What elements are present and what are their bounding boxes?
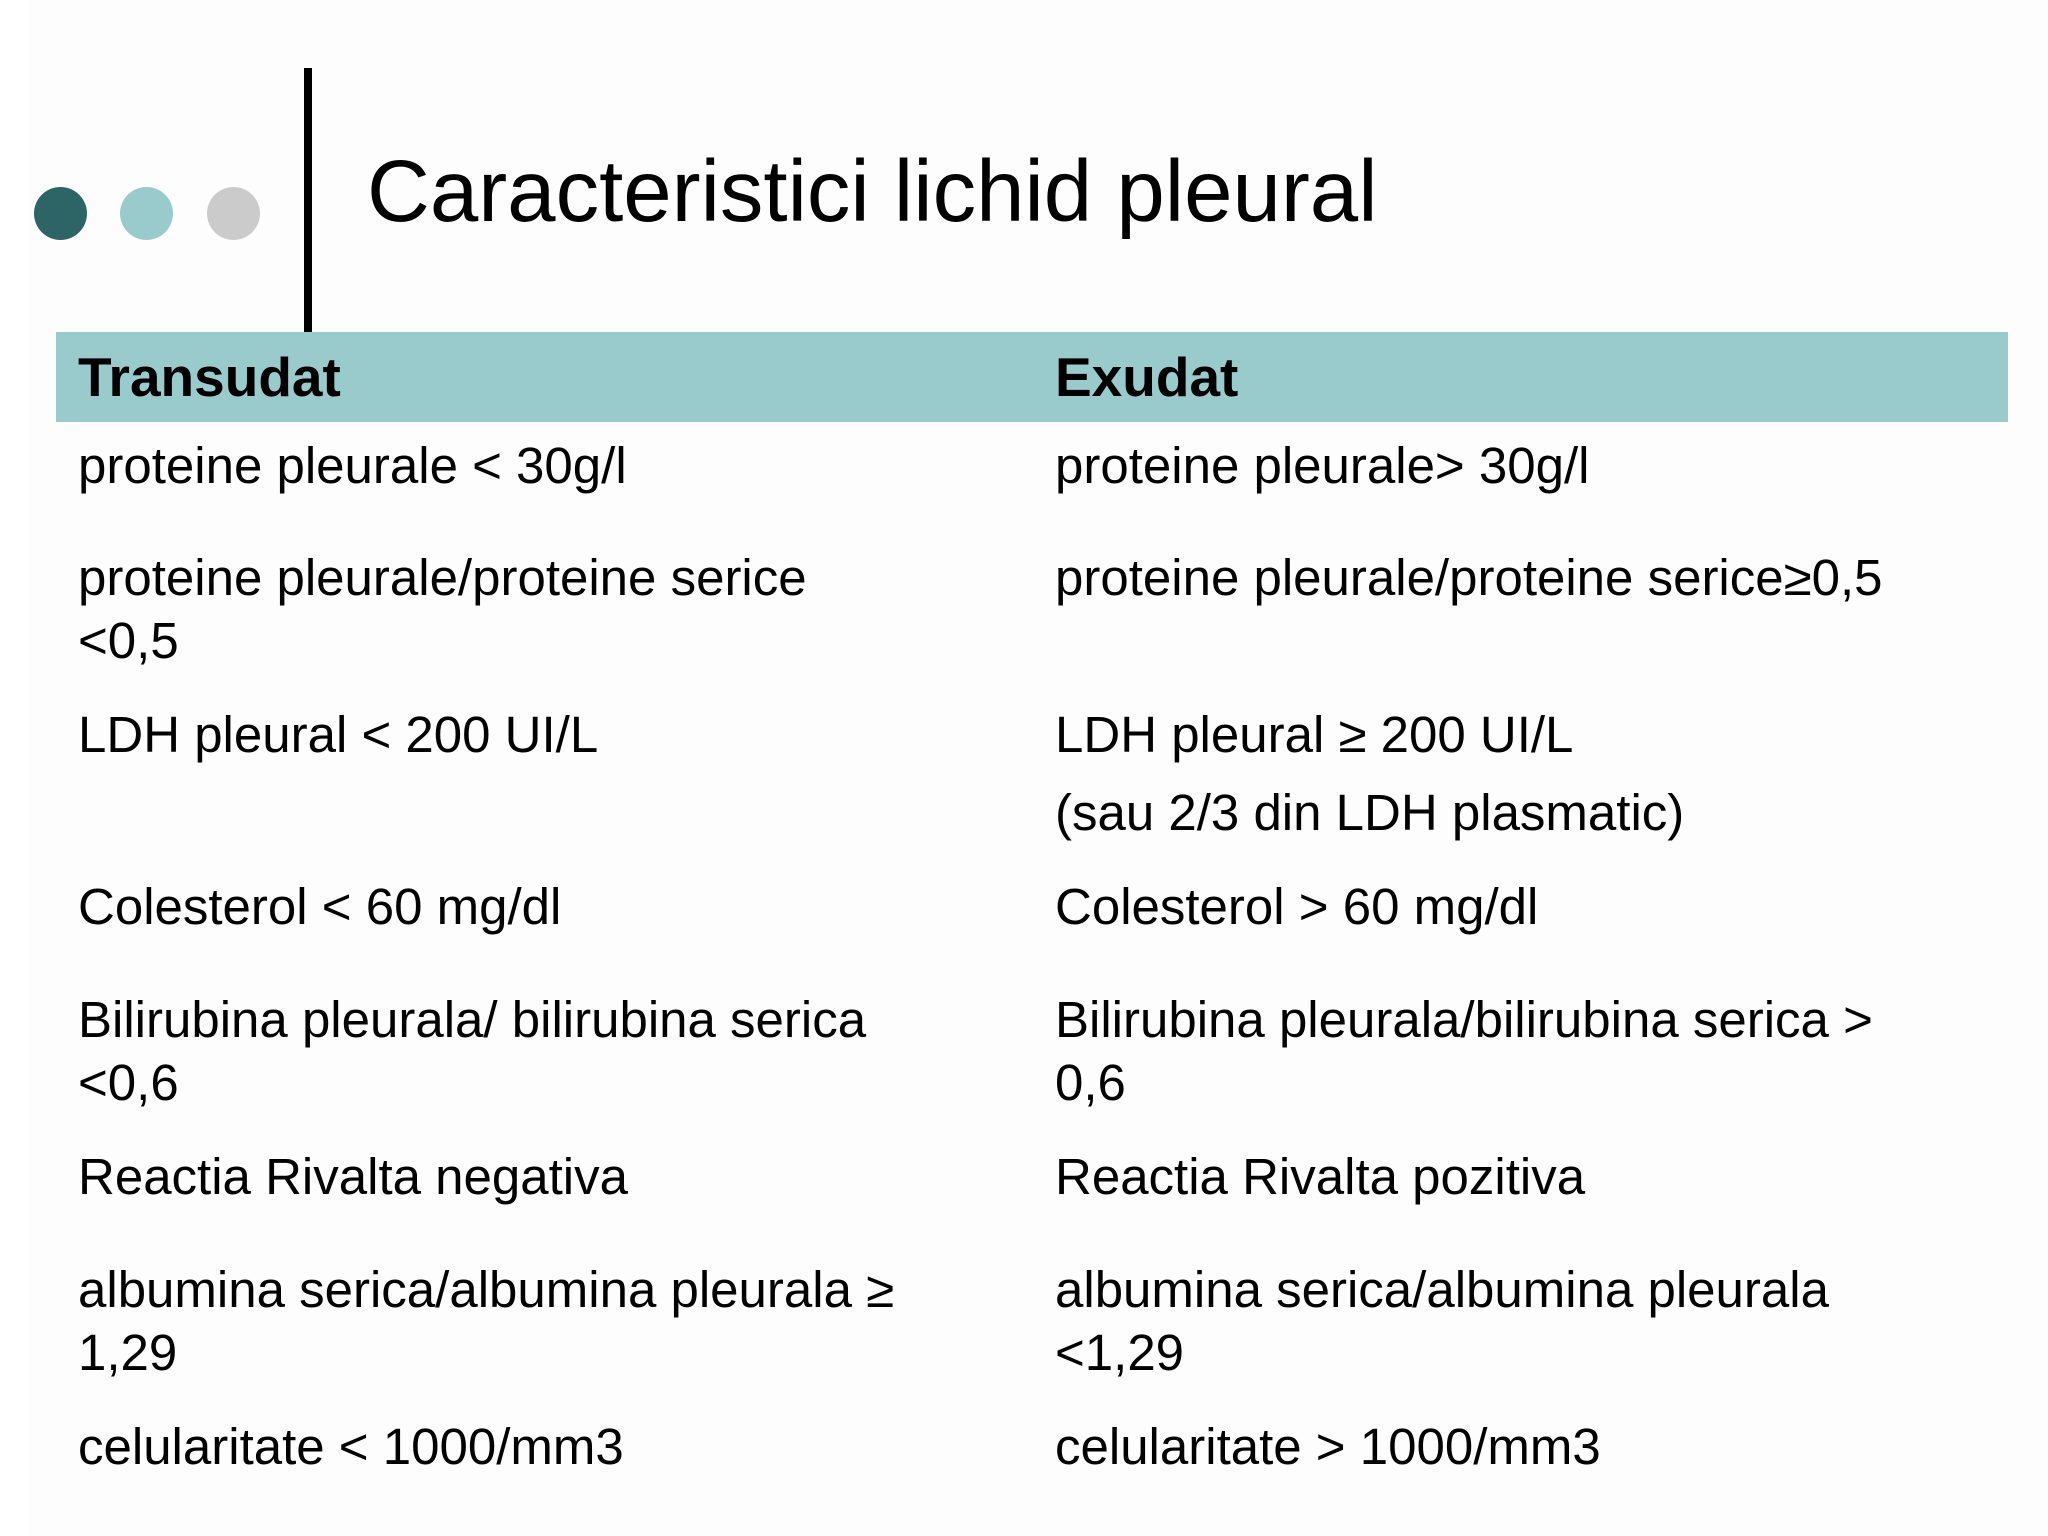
cell-transudat-proteine-ratio-value: <0,5 bbox=[78, 612, 179, 669]
header-exudat: Exudat bbox=[1055, 346, 1239, 408]
cell-exudat-bilirubina-value: 0,6 bbox=[1055, 1054, 1126, 1111]
cell-exudat-bilirubina: Bilirubina pleurala/bilirubina serica > bbox=[1055, 991, 1873, 1048]
cell-transudat-bilirubina: Bilirubina pleurala/ bilirubina serica bbox=[78, 991, 867, 1048]
cell-transudat-proteine-ratio: proteine pleurale/proteine serice bbox=[78, 549, 807, 606]
cell-transudat-proteine: proteine pleurale < 30g/l bbox=[78, 437, 627, 494]
table-header bbox=[56, 332, 2008, 422]
cell-transudat-bilirubina-value: <0,6 bbox=[78, 1054, 179, 1111]
cell-exudat-colesterol: Colesterol > 60 mg/dl bbox=[1055, 878, 1539, 935]
cell-exudat-rivalta: Reactia Rivalta pozitiva bbox=[1055, 1148, 1586, 1205]
decorative-dot-dark-teal bbox=[34, 187, 87, 240]
cell-exudat-ldh-note: (sau 2/3 din LDH plasmatic) bbox=[1055, 784, 1685, 841]
cell-transudat-celularitate: celularitate < 1000/mm3 bbox=[78, 1418, 624, 1475]
cell-exudat-ldh: LDH pleural ≥ 200 UI/L bbox=[1055, 706, 1574, 763]
cell-exudat-albumina: albumina serica/albumina pleurala bbox=[1055, 1261, 1829, 1318]
cell-transudat-albumina: albumina serica/albumina pleurala ≥ bbox=[78, 1261, 895, 1318]
header-transudat: Transudat bbox=[78, 346, 341, 408]
cell-transudat-rivalta: Reactia Rivalta negativa bbox=[78, 1148, 628, 1205]
cell-exudat-proteine-ratio: proteine pleurale/proteine serice≥0,5 bbox=[1055, 549, 1883, 606]
cell-transudat-colesterol: Colesterol < 60 mg/dl bbox=[78, 878, 562, 935]
decorative-dot-light-teal bbox=[120, 187, 173, 240]
cell-transudat-ldh: LDH pleural < 200 UI/L bbox=[78, 706, 599, 763]
title-divider bbox=[304, 68, 312, 332]
cell-exudat-celularitate: celularitate > 1000/mm3 bbox=[1055, 1418, 1601, 1475]
cell-exudat-albumina-value: <1,29 bbox=[1055, 1324, 1185, 1381]
slide-title: Caracteristici lichid pleural bbox=[367, 143, 1378, 240]
decorative-dot-gray bbox=[207, 187, 260, 240]
cell-exudat-proteine: proteine pleurale> 30g/l bbox=[1055, 437, 1590, 494]
cell-transudat-albumina-value: 1,29 bbox=[78, 1324, 178, 1381]
